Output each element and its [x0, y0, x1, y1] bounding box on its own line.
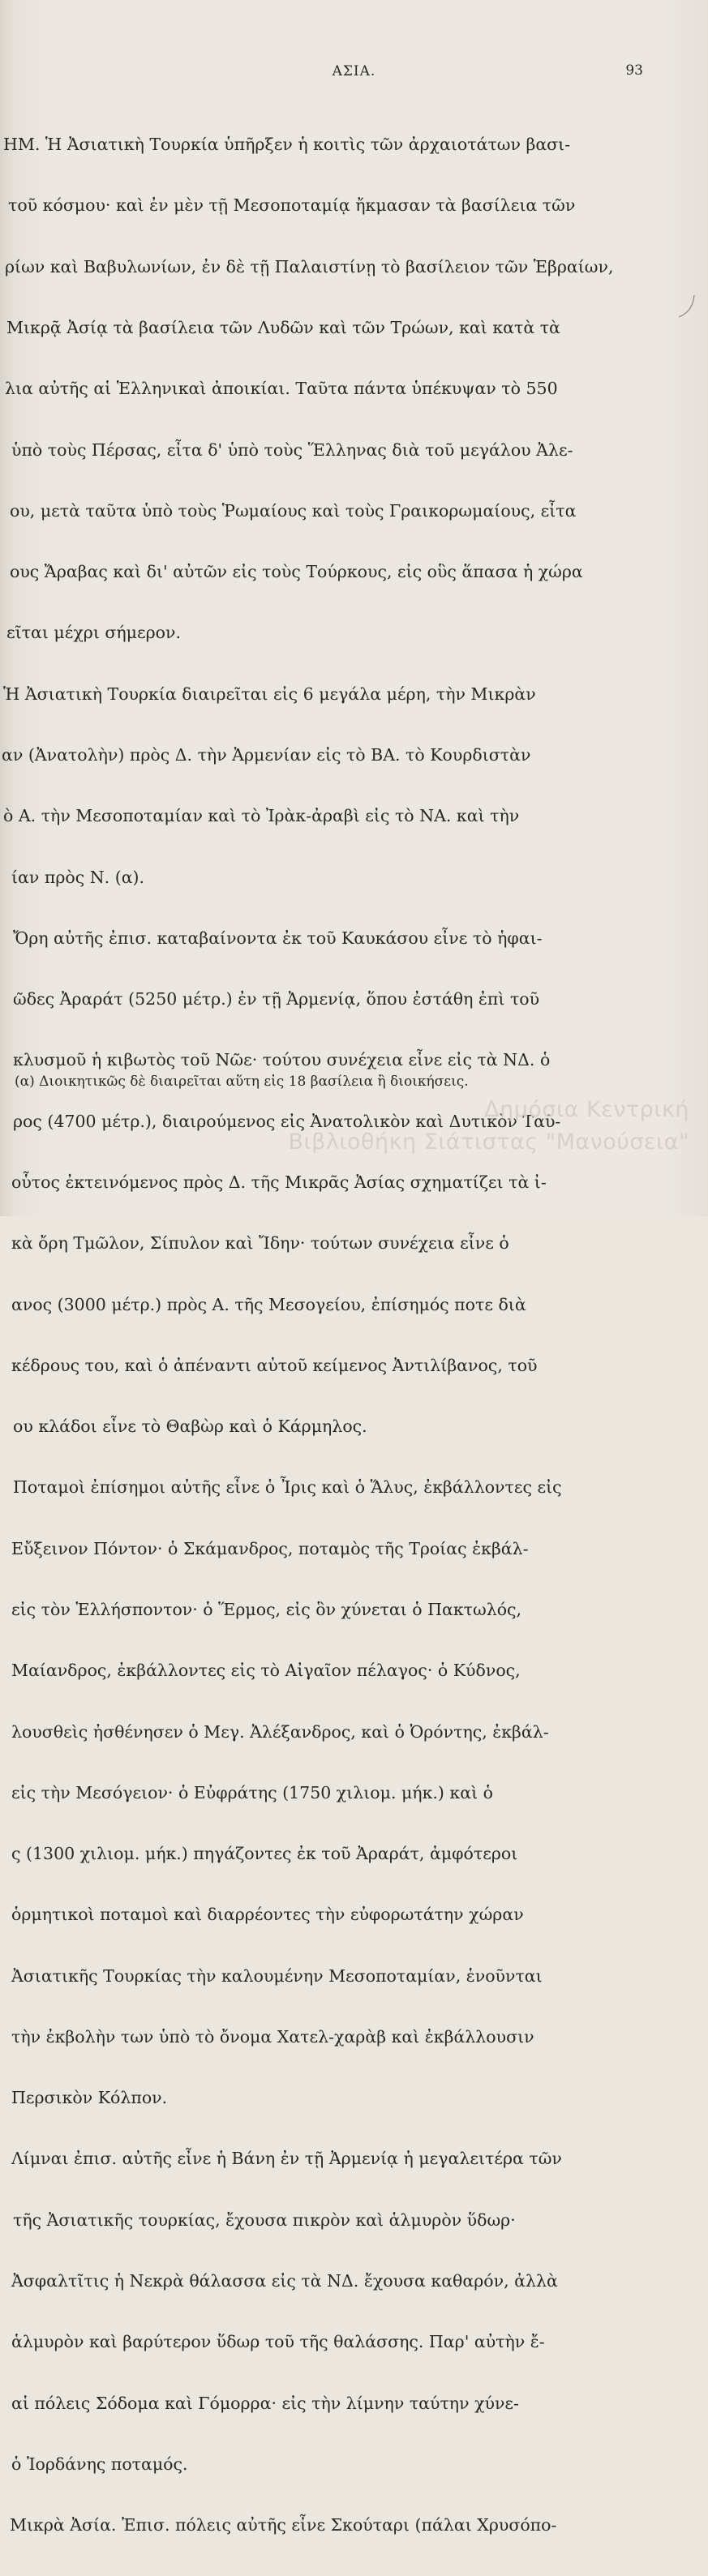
- text-line: κὰ ὄρη Τμῶλον, Σίπυλον καὶ Ἴδην· τούτων συνέχεια εἶνε ὁ: [11, 1233, 509, 1254]
- text-line: Περσικὸν Κόλπον.: [11, 2088, 168, 2108]
- text-line: λουσθεὶς ἠσθένησεν ὁ Μεγ. Ἀλέξανδρος, καὶ ὁ Ὀρόντης, ἐκβάλ-: [11, 1721, 549, 1742]
- text-line: Μαίανδρος, ἐκβάλλοντες εἰς τὸ Αἰγαῖον πέλαγος· ὁ Κύδνος,: [11, 1661, 521, 1681]
- text-line: ρίων καὶ Βαβυλωνίων, ἐν δὲ τῇ Παλαιστίνῃ τὸ βασίλειον τῶν Ἑβραίων,: [5, 256, 614, 276]
- text-line: Μικρὰ Ἀσία. Ἐπισ. πόλεις αὐτῆς εἶνε Σκούταρι (πάλαι Χρυσόπο-: [10, 2515, 557, 2535]
- text-line: ίαν πρὸς Ν. (α).: [11, 867, 145, 887]
- running-header-title: ΑΣΙΑ.: [332, 63, 376, 79]
- text-line: ὑπὸ τοὺς Πέρσας, εἶτα δ' ὑπὸ τοὺς Ἕλληνας διὰ τοῦ μεγάλου Ἀλε-: [11, 439, 573, 460]
- text-line: Λίμναι ἐπισ. αὐτῆς εἶνε ἡ Βάνη ἐν τῇ Ἀρμενίᾳ ἡ μεγαλειτέρα τῶν: [11, 2149, 562, 2169]
- text-line: τῆς Ἀσιατικῆς τουρκίας, ἔχουσα πικρὸν καὶ ἁλμυρὸν ὕδωρ·: [13, 2210, 516, 2230]
- text-line: αν (Ἀνατολὴν) πρὸς Δ. τὴν Ἀρμενίαν εἰς τὸ ΒΑ. τὸ Κουρδιστὰν: [2, 745, 531, 765]
- text-line: εῖται μέχρι σήμερον.: [6, 623, 181, 643]
- text-line: λια αὐτῆς αἱ Ἑλληνικαὶ ἀποικίαι. Ταῦτα πάντα ὑπέκυψαν τὸ 550: [5, 379, 558, 399]
- text-line: εἰς τὴν Μεσόγειον· ὁ Εὐφράτης (1750 χιλιομ. μήκ.) καὶ ὁ: [11, 1782, 493, 1802]
- text-line: ἁλμυρὸν καὶ βαρύτερον ὕδωρ τοῦ τῆς θαλάσσης. Παρ' αὐτὴν ἔ-: [11, 2332, 545, 2352]
- text-line: κλυσμοῦ ἡ κιβωτὸς τοῦ Νῶε· τούτου συνέχεια εἶνε εἰς τὰ ΝΔ. ὁ: [13, 1050, 551, 1070]
- text-line: Ὄρη αὐτῆς ἐπισ. καταβαίνοντα ἐκ τοῦ Καυκάσου εἶνε τὸ ἡφαι-: [13, 928, 543, 948]
- text-line: κέδρους του, καὶ ὁ ἀπέναντι αὐτοῦ κείμενος Ἀντιλίβανος, τοῦ: [11, 1355, 538, 1375]
- text-line: ους Ἄραβας καὶ δι' αὐτῶν εἰς τοὺς Τούρκους, εἰς οὓς ἅπασα ἡ χώρα: [10, 562, 583, 582]
- text-line: ανος (3000 μέτρ.) πρὸς Α. τῆς Μεσογείου, ἐπίσημός ποτε διὰ: [11, 1294, 526, 1314]
- page-number: 93: [625, 62, 643, 79]
- text-line: Ποταμοὶ ἐπίσημοι αὐτῆς εἶνε ὁ Ἶρις καὶ ὁ Ἅλυς, ἐκβάλλοντες εἰς: [13, 1477, 562, 1498]
- body-text: [0, 94, 697, 2576]
- text-line: οὗτος ἐκτεινόμενος πρὸς Δ. τῆς Μικρᾶς Ἀσίας σχηματίζει τὰ ἰ-: [11, 1172, 547, 1192]
- text-line: εἰς τὸν Ἑλλήσποντον· ὁ Ἕρμος, εἰς ὃν χύνεται ὁ Πακτωλός,: [11, 1599, 522, 1619]
- text-line: ὸ Α. τὴν Μεσοποταμίαν καὶ τὸ Ἰρὰκ-ἀραβὶ εἰς τὸ ΝΑ. καὶ τὴν: [3, 806, 520, 826]
- text-line: ὁ Ἰορδάνης ποταμός.: [11, 2454, 188, 2474]
- text-line: ου κλάδοι εἶνε τὸ Θαβὼρ καὶ ὁ Κάρμηλος.: [13, 1417, 367, 1437]
- text-line: ῶδες Ἀραράτ (5250 μέτρ.) ἐν τῇ Ἀρμενίᾳ, ὅπου ἐστάθη ἐπὶ τοῦ: [13, 989, 540, 1009]
- pencil-mark-icon: [676, 294, 697, 319]
- text-line: αἱ πόλεις Σόδομα καὶ Γόμορρα· εἰς τὴν λίμνην ταύτην χύνε-: [11, 2393, 519, 2413]
- text-line: τοῦ κόσμου· καὶ ἐν μὲν τῇ Μεσοποταμίᾳ ἤκμασαν τὰ βασίλεια τῶν: [8, 195, 576, 216]
- text-line: Μικρᾷ Ἀσίᾳ τὰ βασίλεια τῶν Λυδῶν καὶ τῶν Τρώων, καὶ κατὰ τὰ: [6, 318, 560, 338]
- text-line: Ἡ Ἀσιατικὴ Τουρκία διαιρεῖται εἰς 6 μεγάλα μέρη, τὴν Μικρὰν: [3, 684, 536, 704]
- text-line: Ἀσιατικῆς Τουρκίας τὴν καλουμένην Μεσοποταμίαν, ἑνοῦνται: [11, 1965, 543, 1986]
- text-line: ὁρμητικοὶ ποταμοὶ καὶ διαρρέοντες τὴν εὐφορωτάτην χώραν: [11, 1905, 524, 1925]
- text-line: ς (1300 χιλιομ. μήκ.) πηγάζοντες ἐκ τοῦ Ἀραράτ, ἀμφότεροι: [11, 1844, 518, 1864]
- text-line: ρος (4700 μέτρ.), διαιρούμενος εἰς Ἀνατολικὸν καὶ Δυτικὸν Ταῦ-: [13, 1111, 561, 1131]
- text-line: Εὔξεινον Πόντον· ὁ Σκάμανδρος, ποταμὸς τῆς Τροίας ἐκβάλ-: [11, 1538, 529, 1558]
- text-line: τὴν ἐκβολὴν των ὑπὸ τὸ ὄνομα Χατελ-χαρὰβ καὶ ἐκβάλλουσιν: [11, 2026, 534, 2047]
- watermark-line-1: Δημόσια Κεντρική: [484, 1097, 689, 1122]
- footnote: (α) Διοικητικῶς δὲ διαιρεῖται αὕτη εἰς 18 βασίλεια ἢ διοικήσεις.: [15, 1074, 469, 1090]
- text-line: ΗΜ. Ἡ Ἀσιατικὴ Τουρκία ὑπῆρξεν ἡ κοιτὶς τῶν ἀρχαιοτάτων βασι-: [3, 135, 571, 155]
- text-line: ου, μετὰ ταῦτα ὑπὸ τοὺς Ῥωμαίους καὶ τοὺς Γραικορωμαίους, εἶτα: [10, 500, 577, 521]
- watermark-line-2: Βιβλιοθήκη Σιάτιστας "Μανούσεια": [288, 1129, 689, 1155]
- text-line: Ἀσφαλτῖτις ἡ Νεκρὰ θάλασσα εἰς τὰ ΝΔ. ἔχουσα καθαρόν, ἀλλὰ: [11, 2271, 558, 2291]
